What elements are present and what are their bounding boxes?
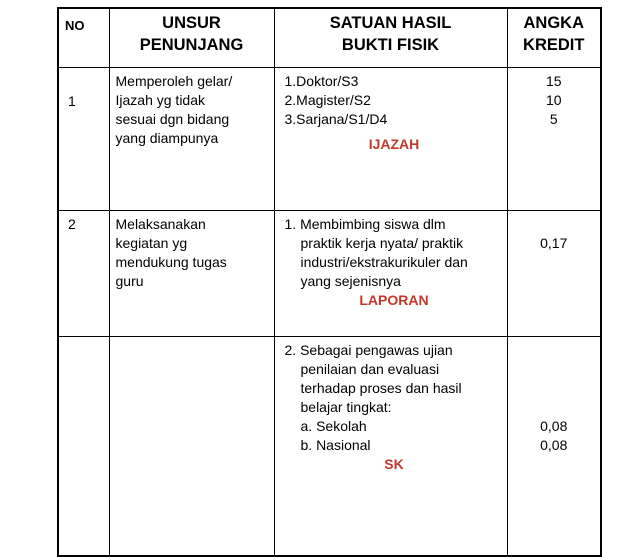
row-kredit: 0,17: [507, 211, 601, 337]
row-bukti: 2. Sebagai pengawas ujian penilaian dan evaluasi terhadap proses dan hasil belajar tingkat: a. Sekolah b. Nasional SK: [274, 337, 507, 557]
table-row: [58, 68, 601, 211]
bukti-label: SK: [384, 456, 404, 472]
bukti-label: LAPORAN: [359, 292, 429, 308]
header-angka: ANGKA KREDIT: [507, 8, 601, 68]
row-unsur: Memperoleh gelar/ Ijazah yg tidak sesuai dgn bidang yang diampunya: [109, 68, 274, 211]
header-no: NO: [58, 8, 109, 68]
header-unsur: UNSUR PENUNJANG: [109, 8, 274, 68]
row-unsur: Melaksanakan kegiatan yg mendukung tugas guru: [109, 211, 274, 337]
row-no: 2: [58, 211, 109, 337]
kredit-table: [57, 7, 602, 557]
row-bukti: 1.Doktor/S3 2.Magister/S2 3.Sarjana/S1/D4 IJAZAH: [274, 68, 507, 211]
row-unsur: [109, 337, 274, 557]
row-no: [58, 337, 109, 557]
row-bukti: 1. Membimbing siswa dlm praktik kerja nyata/ praktik industri/ekstrakurikuler dan yang sejenisnya LAPORAN: [274, 211, 507, 337]
row-kredit: 15 10 5: [507, 68, 601, 211]
row-no: 1: [58, 68, 109, 211]
table-row: [58, 211, 601, 337]
bukti-label: IJAZAH: [368, 136, 420, 152]
row-kredit: 0,08 0,08: [507, 337, 601, 557]
header-row: [58, 8, 601, 68]
header-satuan: SATUAN HASIL BUKTI FISIK: [274, 8, 507, 68]
table-row: [58, 337, 601, 557]
